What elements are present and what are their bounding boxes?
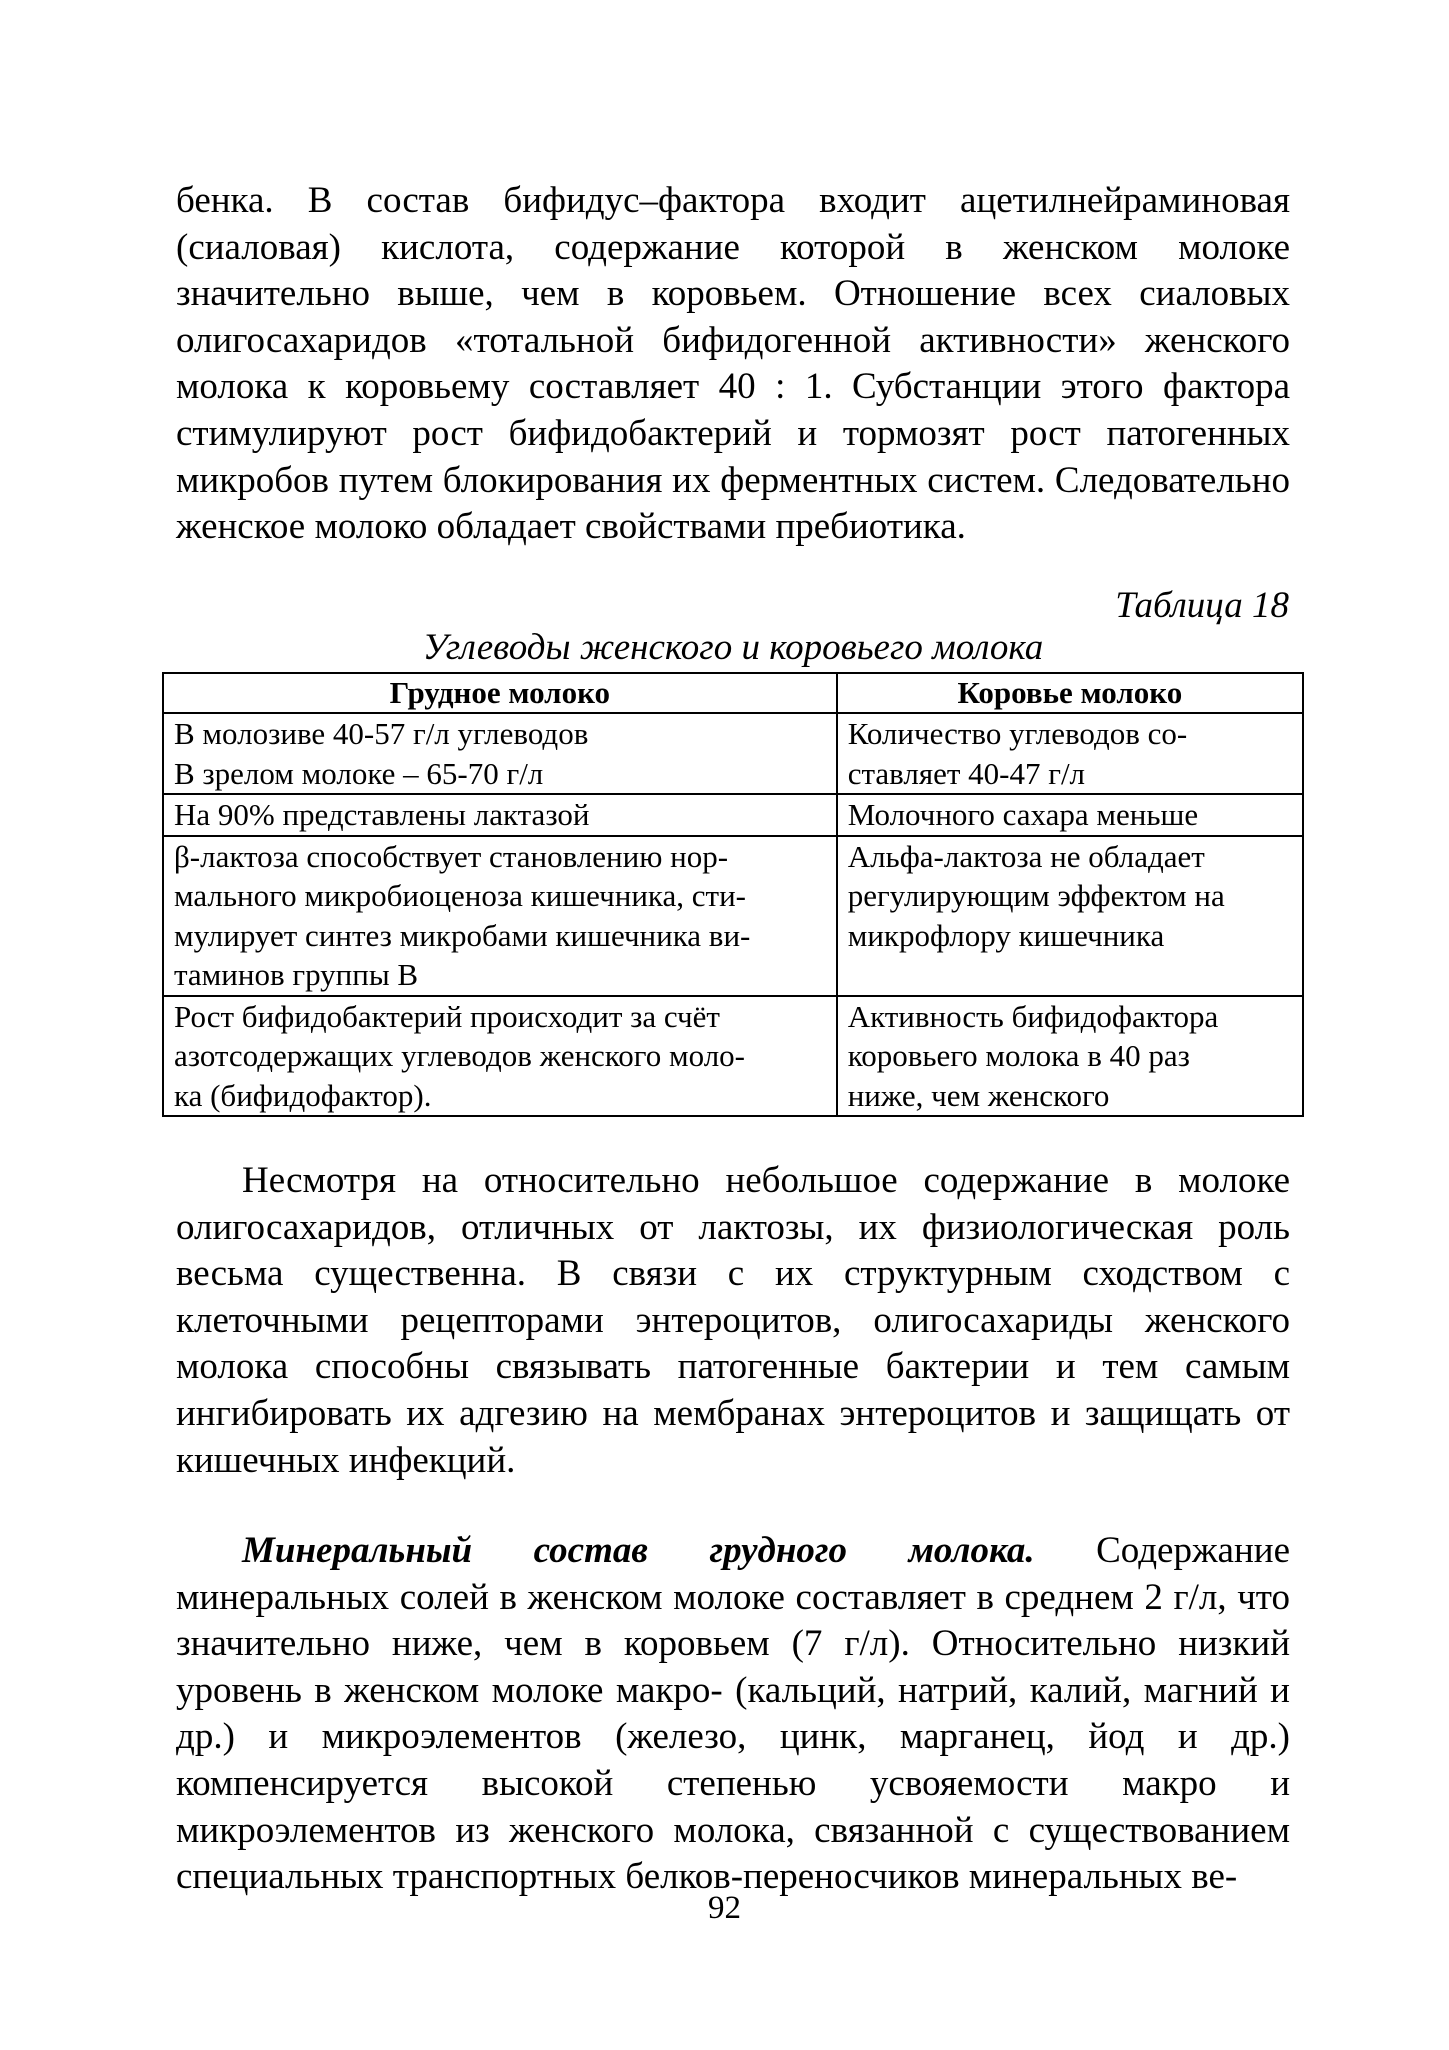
- table-cell-cow: [837, 996, 1303, 1117]
- cell-line: микрофлору кишечника: [847, 917, 1165, 953]
- cell-line: Альфа-лактоза не обладает: [847, 838, 1205, 874]
- page-number: 92: [708, 1890, 741, 1926]
- carbohydrates-table: [162, 672, 1304, 1117]
- paragraph-intro: бенка. В состав бифидус–фактора входит ацетилнейраминовая (сиаловая) кислота, содержание которой в женском молоке значительно выше, чем в коровьем. Отношение всех сиаловых олигосахаридов «тотальной бифидогенной активности» женского молока к коровьему составляет 40 : 1. Субстанции этого фактора стимулируют рост бифидобактерий и тормозят рост патогенных микробов путем блокирования их ферментных систем. Следовательно женское молоко обладает свойствами пребиотика.: [176, 180, 1290, 548]
- paragraph-minerals-body: Содержание минеральных солей в женском молоке составляет в среднем 2 г/л, что значительно ниже, чем в коровьем (7 г/л). Относительно низкий уровень в женском молоке макро- (кальций, натрий, калий, магний и др.) и микроэлементов (железо, цинк, марганец, йод и др.) компенсируется высокой степенью усвояемости макро и микроэлементов из женского молока, связанной с существованием специальных транспортных белков-переносчиков минеральных ве-: [176, 1530, 1290, 1898]
- cell-line: таминов группы В: [174, 957, 419, 992]
- header-cow-milk: Коровье молоко: [837, 673, 1303, 713]
- cell-line: мулирует синтез микробами кишечника ви-: [174, 917, 751, 953]
- table-cell-breast: [163, 836, 837, 996]
- cell-line: В зрелом молоке – 65-70 г/л: [174, 755, 544, 791]
- table-row: [163, 836, 1303, 996]
- cell-line: азотсодержащих углеводов женского моло-: [174, 1038, 745, 1073]
- table-row: [163, 996, 1303, 1117]
- cell-line: Рост бифидобактерий происходит за счёт: [174, 998, 720, 1034]
- paragraph-minerals: [176, 1528, 1290, 1901]
- cell-line: ставляет 40-47 г/л: [847, 755, 1086, 791]
- table-row: [163, 713, 1303, 794]
- cell-line: β-лактоза способствует становлению нор-: [174, 838, 729, 874]
- cell-line: В молозиве 40-57 г/л углеводов: [174, 716, 589, 751]
- table-cell-cow: [837, 794, 1303, 836]
- table-cell-cow: [837, 713, 1303, 794]
- cell-line: ка (бифидофактор).: [174, 1077, 432, 1113]
- table-cell-breast: [163, 794, 837, 836]
- cell-line: Количество углеводов со-: [847, 716, 1188, 751]
- table-caption: Углеводы женского и коровьего молока: [422, 627, 1044, 668]
- cell-line: Молочного сахара меньше: [847, 797, 1199, 832]
- cell-line: Активность бифидофактора: [847, 998, 1219, 1034]
- table-cell-cow: [837, 836, 1303, 996]
- table-label: Таблица 18: [1115, 585, 1289, 626]
- header-breast-milk: Грудное молоко: [163, 673, 837, 713]
- paragraph-oligosaccharides: Несмотря на относительно небольшое содержание в молоке олигосахаридов, отличных от лактозы, их физиологическая роль весьма существенна. В связи с их структурным сходством с клеточными рецепторами энтероцитов, олигосахариды женского молока способны связывать патогенные бактерии и тем самым ингибировать их адгезию на мембранах энтероцитов и защищать от кишечных инфекций.: [176, 1160, 1290, 1481]
- table-header-row: [163, 673, 1303, 713]
- section-heading-minerals: Минеральный состав грудного молока.: [242, 1530, 1035, 1571]
- cell-line: мального микробиоценоза кишечника, сти-: [174, 878, 747, 913]
- cell-line: коровьего молока в 40 раз: [847, 1038, 1190, 1073]
- cell-line: регулирующим эффектом на: [847, 878, 1225, 913]
- cell-line: На 90% представлены лактазой: [174, 797, 590, 832]
- table-cell-breast: [163, 996, 837, 1117]
- table-row: [163, 794, 1303, 836]
- cell-line: ниже, чем женского: [847, 1077, 1110, 1113]
- table-cell-breast: [163, 713, 837, 794]
